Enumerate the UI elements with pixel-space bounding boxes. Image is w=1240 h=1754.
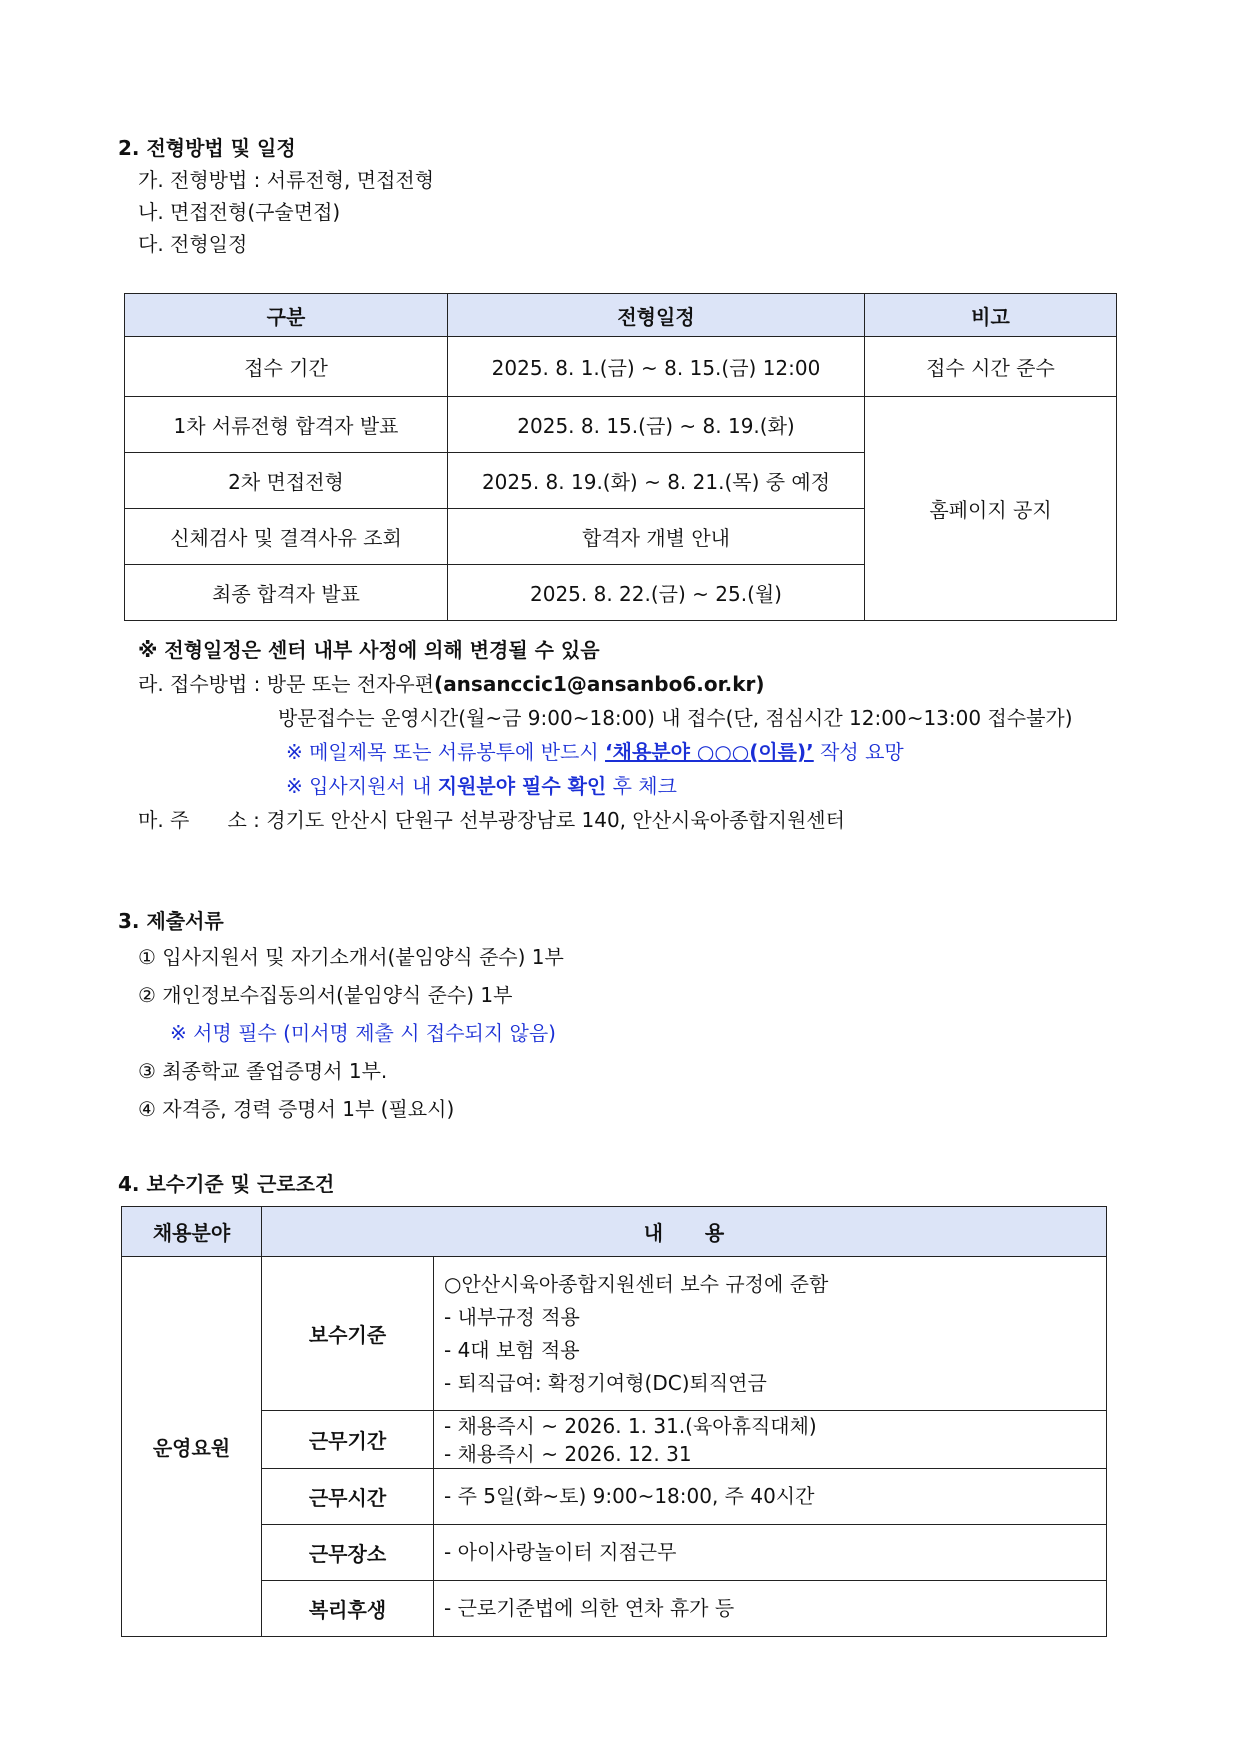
- merged-note: 홈페이지 공지: [865, 397, 1117, 621]
- row-schedule: 2025. 8. 19.(화) ~ 8. 21.(목) 중 예정: [448, 453, 865, 509]
- table-row: [122, 1257, 1107, 1411]
- section2-title: 2. 전형방법 및 일정: [118, 136, 296, 160]
- address-line: 마. 주 소 : 경기도 안산시 단원구 선부광장남로 140, 안산시육아종합지원센터: [138, 808, 845, 832]
- row-schedule: 2025. 8. 15.(금) ~ 8. 19.(화): [448, 397, 865, 453]
- content-line: - 채용즉시 ~ 2026. 1. 31.(육아휴직대체): [444, 1413, 817, 1438]
- mail-notice-em: ‘채용분야 ○○○(이름)’: [605, 740, 814, 764]
- field-check-notice: [286, 772, 677, 800]
- row-label: 최종 합격자 발표: [125, 565, 448, 621]
- row-schedule: 2025. 8. 22.(금) ~ 25.(월): [448, 565, 865, 621]
- row-content: [434, 1411, 1107, 1469]
- visit-hours: 방문접수는 운영시간(월~금 9:00~18:00) 내 접수(단, 점심시간 12:00~13:00 접수불가): [278, 706, 1073, 730]
- row-content: [434, 1257, 1107, 1411]
- table-row: [122, 1469, 1107, 1525]
- row-note: 접수 시간 준수: [865, 337, 1117, 397]
- content-line: - 퇴직급여: 확정기여형(DC)퇴직연금: [444, 1370, 767, 1395]
- table-row: [122, 1525, 1107, 1581]
- content-line: - 내부규정 적용: [444, 1304, 580, 1329]
- row-content: [434, 1469, 1107, 1525]
- application-method-prefix: 라. 접수방법 : 방문 또는 전자우편: [138, 672, 435, 696]
- mail-subject-notice: [286, 738, 904, 766]
- content-line: - 4대 보험 적용: [444, 1337, 580, 1362]
- content-line: - 근로기준법에 의한 연차 휴가 등: [444, 1596, 735, 1620]
- document-item: ① 입사지원서 및 자기소개서(붙임양식 준수) 1부: [138, 945, 564, 969]
- section3-title: 3. 제출서류: [118, 909, 224, 933]
- content-line: ○안산시육아종합지원센터 보수 규정에 준함: [444, 1271, 829, 1296]
- row-label: 근무장소: [262, 1525, 434, 1581]
- row-label: 근무기간: [262, 1411, 434, 1469]
- section4-title: 4. 보수기준 및 근로조건: [118, 1172, 335, 1196]
- table-row: [125, 397, 1117, 453]
- row-label: 2차 면접전형: [125, 453, 448, 509]
- content-line: - 아이사랑놀이터 지점근무: [444, 1540, 677, 1564]
- schedule-notice: ※ 전형일정은 센터 내부 사정에 의해 변경될 수 있음: [138, 638, 600, 662]
- application-method: [138, 670, 765, 698]
- schedule-header-category: 구분: [125, 294, 448, 337]
- row-label: 1차 서류전형 합격자 발표: [125, 397, 448, 453]
- row-label: 보수기준: [262, 1257, 434, 1411]
- conditions-header-content: 내 용: [262, 1207, 1107, 1257]
- row-content: [434, 1525, 1107, 1581]
- content-line: - 주 5일(화~토) 9:00~18:00, 주 40시간: [444, 1484, 815, 1508]
- row-content: [434, 1581, 1107, 1637]
- row-label: 복리후생: [262, 1581, 434, 1637]
- document-item: ④ 자격증, 경력 증명서 1부 (필요시): [138, 1097, 455, 1121]
- field-name: 운영요원: [122, 1257, 262, 1637]
- mail-notice-pre: ※ 메일제목 또는 서류봉투에 반드시: [286, 740, 606, 764]
- method-line: 가. 전형방법 : 서류전형, 면접전형: [138, 168, 435, 192]
- schedule-line: 다. 전형일정: [138, 232, 248, 256]
- field-notice-pre: ※ 입사지원서 내: [286, 774, 438, 798]
- signature-notice: ※ 서명 필수 (미서명 제출 시 접수되지 않음): [170, 1021, 556, 1045]
- row-schedule: 합격자 개별 안내: [448, 509, 865, 565]
- content-line: - 채용즉시 ~ 2026. 12. 31: [444, 1441, 692, 1466]
- document-item: ③ 최종학교 졸업증명서 1부.: [138, 1059, 388, 1083]
- table-row: [125, 337, 1117, 397]
- field-notice-em: 지원분야 필수 확인: [437, 774, 607, 798]
- schedule-header-note: 비고: [865, 294, 1117, 337]
- row-label: 신체검사 및 결격사유 조회: [125, 509, 448, 565]
- conditions-header-field: 채용분야: [122, 1207, 262, 1257]
- table-row: [122, 1581, 1107, 1637]
- field-notice-post: 후 체크: [606, 774, 677, 798]
- conditions-table: [121, 1206, 1107, 1637]
- row-label: 접수 기간: [125, 337, 448, 397]
- application-email: (ansanccic1@ansanbo6.or.kr): [434, 672, 765, 696]
- interview-line: 나. 면접전형(구술면접): [138, 200, 341, 224]
- mail-notice-post: 작성 요망: [813, 740, 904, 764]
- document-item: ② 개인정보수집동의서(붙임양식 준수) 1부: [138, 983, 513, 1007]
- schedule-header-schedule: 전형일정: [448, 294, 865, 337]
- row-schedule: 2025. 8. 1.(금) ~ 8. 15.(금) 12:00: [448, 337, 865, 397]
- table-row: [122, 1411, 1107, 1469]
- schedule-table: [124, 293, 1117, 621]
- row-label: 근무시간: [262, 1469, 434, 1525]
